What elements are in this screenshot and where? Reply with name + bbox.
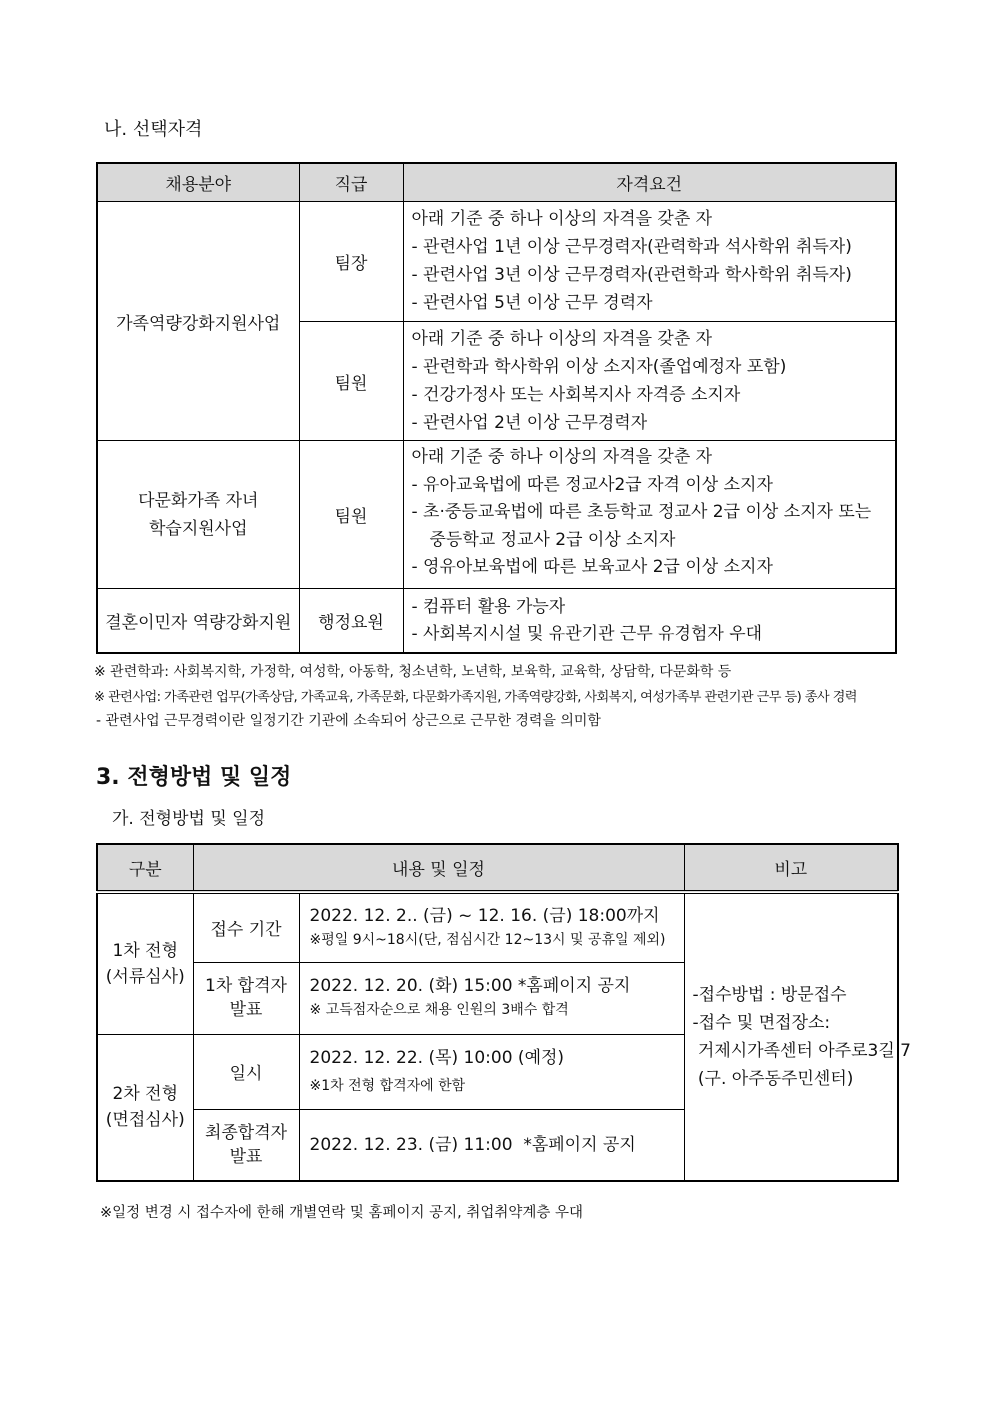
header-category: 구분: [97, 844, 193, 892]
requirements-cell: [403, 589, 896, 653]
qualification-table: [96, 162, 897, 654]
requirements-cell: [403, 202, 896, 322]
schedule-note: ※평일 9시~18시(단, 점심시간 12~13시 및 공휴일 제외): [309, 931, 666, 948]
note-line: ※ 관련학과: 사회복지학, 가정학, 여성학, 아동학, 청소년학, 노년학, 보육학, 교육학, 상담학, 다문화학 등: [94, 664, 732, 680]
grade-cell: 팀원: [299, 441, 403, 589]
schedule-cell: [299, 962, 684, 1034]
stage-cell: [97, 1034, 193, 1181]
requirement-line: - 관련사업 2년 이상 근무경력자: [411, 413, 648, 433]
section-subheading: 가. 전형방법 및 일정: [112, 809, 265, 829]
item-label-cell: [193, 962, 299, 1034]
item-label-cell: [193, 892, 299, 962]
schedule-text: 2022. 12. 23. (금) 11:00 *홈페이지 공지: [309, 1134, 636, 1155]
schedule-cell: [299, 1034, 684, 1109]
remark-line: (구. 아주동주민센터): [692, 1069, 854, 1089]
header-requirements: 자격요건: [403, 163, 896, 202]
header-content: 내용 및 일정: [193, 844, 684, 892]
schedule-note: ※1차 전형 합격자에 한함: [309, 1077, 466, 1094]
item-label-cell: [193, 1109, 299, 1181]
table-row: [97, 202, 896, 322]
schedule-cell: [299, 892, 684, 962]
requirement-line: - 관련사업 3년 이상 근무경력자(관련학과 학사학위 취득자): [411, 265, 852, 285]
requirement-line: - 건강가정사 또는 사회복지사 자격증 소지자: [411, 385, 741, 405]
field-line: 학습지원사업: [148, 518, 248, 539]
grade-cell: 행정요원: [299, 589, 403, 653]
grade-cell: 팀장: [299, 202, 403, 322]
footer-note: ※일정 변경 시 접수자에 한해 개별연락 및 홈페이지 공지, 취업취약계층 우대: [100, 1205, 584, 1221]
stage-name: 2차 전형: [112, 1084, 178, 1105]
requirements-cell: [403, 441, 896, 589]
item-label: 일시: [229, 1064, 263, 1084]
item-label: 접수 기간: [210, 920, 282, 941]
remark-line: -접수 및 면접장소:: [692, 1013, 831, 1033]
header-remarks: 비고: [684, 844, 898, 892]
requirement-line: - 사회복지시설 및 유관기관 근무 유경험자 우대: [411, 623, 763, 644]
requirement-line: 아래 기준 중 하나 이상의 자격을 갖춘 자: [411, 209, 713, 229]
item-label: 발표: [229, 1000, 263, 1020]
field-line: 다문화가족 자녀: [138, 490, 259, 511]
requirements-cell: [403, 322, 896, 441]
section-heading: 3. 전형방법 및 일정: [96, 765, 292, 790]
schedule-table: [96, 843, 912, 1182]
requirement-line: 아래 기준 중 하나 이상의 자격을 갖춘 자: [411, 329, 713, 349]
schedule-text: 2022. 12. 2.. (금) ~ 12. 16. (금) 18:00까지: [309, 905, 660, 926]
header-grade: 직급: [299, 163, 403, 202]
table-row: [97, 589, 896, 653]
requirement-line: - 컴퓨터 활용 가능자: [411, 596, 566, 617]
grade-cell: 팀원: [299, 322, 403, 441]
remark-line: 거제시가족센터 아주로3길 7: [692, 1041, 912, 1061]
table-row: [97, 892, 898, 962]
field-cell: [97, 441, 299, 589]
requirement-line: - 유아교육법에 따른 정교사2급 자격 이상 소지자: [411, 474, 773, 495]
requirement-line: - 관련사업 5년 이상 근무 경력자: [411, 293, 653, 313]
requirement-line: 아래 기준 중 하나 이상의 자격을 갖춘 자: [411, 447, 713, 467]
schedule-text: 2022. 12. 20. (화) 15:00 *홈페이지 공지: [309, 976, 631, 996]
requirement-line: - 관련사업 1년 이상 근무경력자(관력학과 석사학위 취득자): [411, 237, 852, 257]
schedule-note: ※ 고득점자순으로 채용 인원의 3배수 합격: [309, 1002, 569, 1018]
stage-name: (서류심사): [105, 966, 185, 987]
field-cell: 가족역량강화지원사업: [97, 202, 299, 441]
stage-cell: [97, 892, 193, 1034]
table-row: [97, 441, 896, 589]
requirement-line: - 영유아보육법에 따른 보육교사 2급 이상 소지자: [411, 557, 773, 577]
section-title: 나. 선택자격: [104, 119, 203, 140]
remark-line: -접수방법 : 방문접수: [692, 985, 847, 1005]
stage-name: 1차 전형: [112, 940, 178, 961]
table-header-row: [97, 163, 896, 202]
item-label: 최종합격자: [204, 1122, 288, 1143]
note-line: - 관련사업 근무경력이란 일정기간 기관에 소속되어 상근으로 근무한 경력을 의미함: [96, 713, 601, 729]
header-field: 채용분야: [97, 163, 299, 202]
note-line: ※ 관련사업: 가족관련 업무(가족상담, 가족교육, 가족문화, 다문화가족지원, 가족역량강화, 사회복지, 여성가족부 관련기관 근무 등) 종사 경력: [94, 690, 857, 705]
requirement-line: - 관련학과 학사학위 이상 소지자(졸업예정자 포함): [411, 357, 787, 377]
schedule-cell: [299, 1109, 684, 1181]
stage-name: (면접심사): [105, 1110, 185, 1131]
remarks-cell: [684, 892, 912, 1181]
schedule-text: 2022. 12. 22. (목) 10:00 (예정): [309, 1047, 565, 1068]
item-label: 발표: [229, 1146, 263, 1167]
item-label: 1차 합격자: [205, 976, 287, 996]
field-cell: 결혼이민자 역량강화지원: [97, 589, 299, 653]
requirement-line: 중등학교 정교사 2급 이상 소지자: [429, 529, 676, 550]
requirement-line: - 초·중등교육법에 따른 초등학교 정교사 2급 이상 소지자 또는: [411, 502, 872, 522]
item-label-cell: [193, 1034, 299, 1109]
table-header-row: [97, 844, 898, 892]
